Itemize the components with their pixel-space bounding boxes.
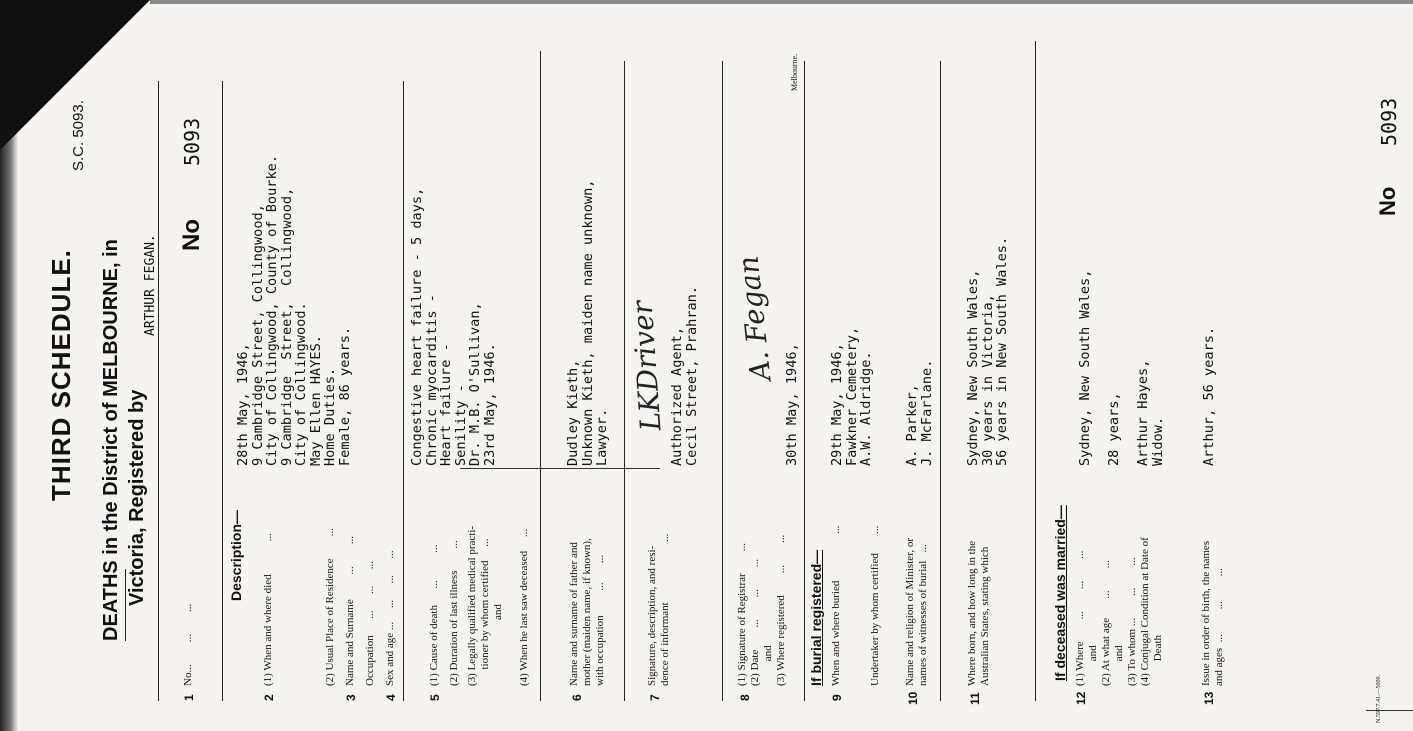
entry-number: 5093 [180, 117, 204, 166]
row-8-number: 8 [738, 694, 752, 701]
heading-line-2: Victoria, Registered by [126, 389, 148, 606]
schedule-title: THIRD SCHEDULE. [46, 249, 76, 501]
row-5a-label: (1) Cause of death ... ... [428, 544, 440, 686]
row-10-number: 10 [906, 691, 920, 705]
death-description-values: 28th May, 1946, 9 Cambridge Street, Collingwood, City of Collingwood, County of Bourke. 9 Cambridge Street, Collingwood, City of Collingwood. May Ellen HAYES. Home Duties. Female, 86 years. [235, 155, 353, 466]
row-10-label: Name and religion of Minister, or names of witnesses of burial ... [904, 537, 929, 686]
printer-mark: N.597/7.41.—5000. [1376, 675, 1382, 723]
parents-values: Dudley Kieth, Unknown Kieth, maiden name unknown, Lawyer. [565, 179, 610, 466]
footer-divider [1366, 710, 1413, 711]
row-1-number: 1 [182, 694, 196, 701]
sc-number: S.C. 5093. [70, 100, 87, 171]
section-married: If deceased was married— [1052, 505, 1068, 681]
cause-of-death-values: Congestive heart failure - 5 days, Chronic myocarditis - Heart failure - Senility - Dr. M.B. O'Sullivan, 23rd May, 1946. [409, 187, 498, 466]
birthplace-values: Sydney, New South Wales, 30 years in Victoria, 56 years in New South Wales. [965, 236, 1010, 466]
entry-number-prefix: No [178, 219, 205, 251]
row-9-number: 9 [830, 694, 844, 701]
footer-no: No [1375, 186, 1400, 216]
row-9-label: When and where buried ... Undertaker by whom certified ... [830, 525, 881, 686]
row-13-label: Issue in order of birth, the names and ages ... ... ... [1200, 540, 1225, 686]
registrar-name: ARTHUR FEGAN. [143, 234, 158, 336]
rule-after-8 [804, 61, 805, 701]
row-3-label: Name and Surname ... ... [344, 536, 356, 686]
marriage-values: Sydney, New South Wales, 28 years, Arthur Hayes, Widow. [1077, 269, 1166, 466]
row-4-label: Sex and age ... ... ... ... [384, 550, 396, 686]
row-8-label: (1) Signature of Registrar ... (2) Date ... ... ... and (3) Where registered ... ... [736, 534, 787, 686]
rule-after-11 [1035, 41, 1036, 701]
rule-after-4 [403, 81, 404, 701]
row-2b-label: (2) Usual Place of Residence ... [324, 528, 336, 686]
row-6-label: Name and surname of father and mother (maiden name, if known), with occupation ... ... [568, 538, 606, 686]
row-1-label: No... ... ... [182, 603, 194, 686]
rule-after-5 [540, 51, 541, 701]
informant-signature: LKDriver [625, 299, 668, 432]
row-6-number: 6 [570, 694, 584, 701]
row-3-number: 3 [344, 694, 358, 701]
row-11-number: 11 [968, 692, 982, 705]
section-burial: If burial registered— [808, 549, 824, 686]
issue-values: Arthur, 56 years. [1201, 326, 1217, 466]
registration-date: 30th May, 1946, [784, 343, 800, 466]
registration-place: Melbourne. [790, 53, 799, 91]
row-4-number: 4 [384, 694, 398, 701]
rule-after-7 [722, 61, 723, 701]
row-5-number: 5 [428, 694, 442, 701]
footer-number: 5093 [1377, 97, 1401, 146]
row-5c-label: (3) Legally qualified medical practi- tioner by whom certified ... and [466, 525, 504, 686]
row-12-number: 12 [1074, 691, 1088, 705]
column-divider [460, 468, 660, 469]
row-7-number: 7 [648, 694, 662, 701]
rule-after-6 [624, 61, 625, 701]
burial-values: 29th May, 1946, Fawkner Cemetery, A.W. Aldridge. [829, 326, 874, 466]
informant-values: Authorized Agent, Cecil Street, Prahran. [669, 285, 700, 466]
section-description: Description— [228, 509, 244, 601]
row-13-number: 13 [1202, 691, 1216, 705]
row-5d-label: (4) When he last saw deceased ... [518, 528, 530, 686]
row-3b-label: Occupation ... ... ... [364, 561, 376, 686]
row-5b-label: (2) Duration of last illness ... [448, 540, 460, 686]
rule-top [158, 81, 159, 701]
row-11-label: Where born, and how long in the Australian States, stating which [966, 540, 991, 686]
rule-after-1 [222, 81, 223, 701]
heading-line-1: DEATHS in the District of MELBOURNE, in [100, 239, 122, 641]
registrar-signature: A. Fegan [731, 254, 778, 383]
witnesses-values: A. Parker, J. McFarlane. [904, 359, 935, 466]
rule-after-10 [940, 61, 941, 701]
row-2-label: (1) When and where died ... [262, 533, 274, 686]
row-2-number: 2 [262, 694, 276, 701]
row-7-label: Signature, description, and resi- dence of informant ... [646, 533, 671, 686]
row-12-label: (1) Where ... ... ... and (2) At what age ... ... and (3) To whom ... ... ... (4) Conjugal Condition at Date of Death [1074, 537, 1164, 686]
